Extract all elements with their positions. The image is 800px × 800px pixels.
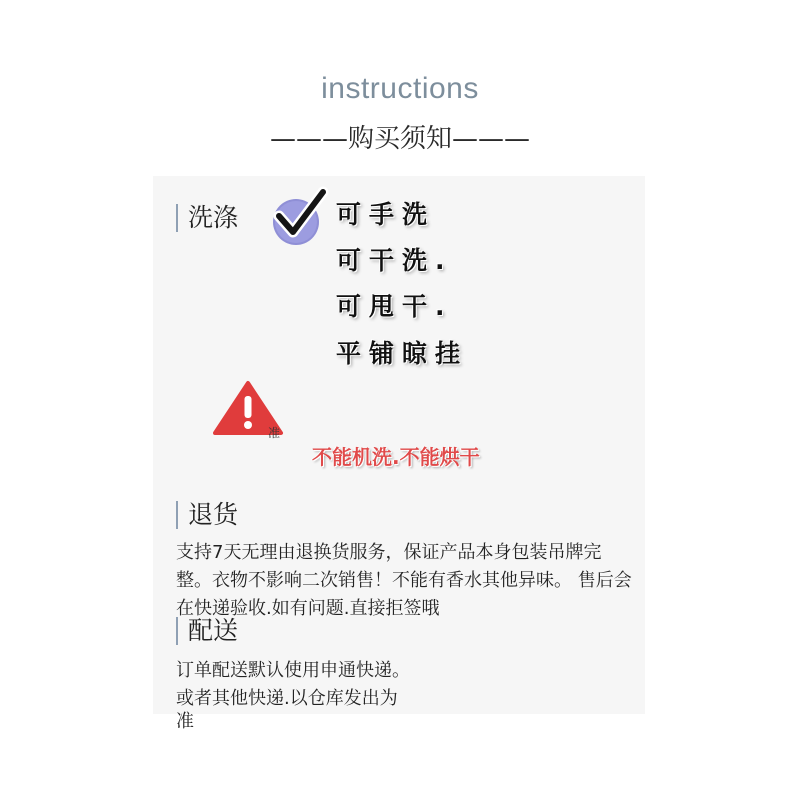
returns-heading: 退货 <box>176 501 238 529</box>
title-chinese: ———购买须知——— <box>269 124 530 154</box>
shipping-line-3-partial: 准 <box>176 711 194 732</box>
returns-text: 支持7天无理由退换货服务，保证产品本身包装吊牌完整。衣物不影响二次销售！不能有香水其他异味。 售后会在快递验收.如有问题.直接拒签哦 <box>176 542 632 619</box>
care-hand-wash: 可手洗 <box>336 200 436 229</box>
warning-small-char: 准 <box>268 426 281 440</box>
care-lay-flat: 平铺晾挂 <box>336 339 469 368</box>
check-icon <box>269 186 329 246</box>
shipping-heading: 配送 <box>176 617 238 645</box>
warning-text: 不能机洗.不能烘干 <box>312 445 480 469</box>
shipping-line-1: 订单配送默认使用申通快递。 <box>176 660 410 681</box>
care-spin-dry: 可甩干. <box>336 292 453 321</box>
wash-heading: 洗涤 <box>176 204 238 232</box>
title-english: instructions <box>321 72 479 105</box>
care-dry-clean: 可干洗. <box>336 246 453 275</box>
shipping-line-2: 或者其他快递.以仓库发出为 <box>176 688 398 709</box>
